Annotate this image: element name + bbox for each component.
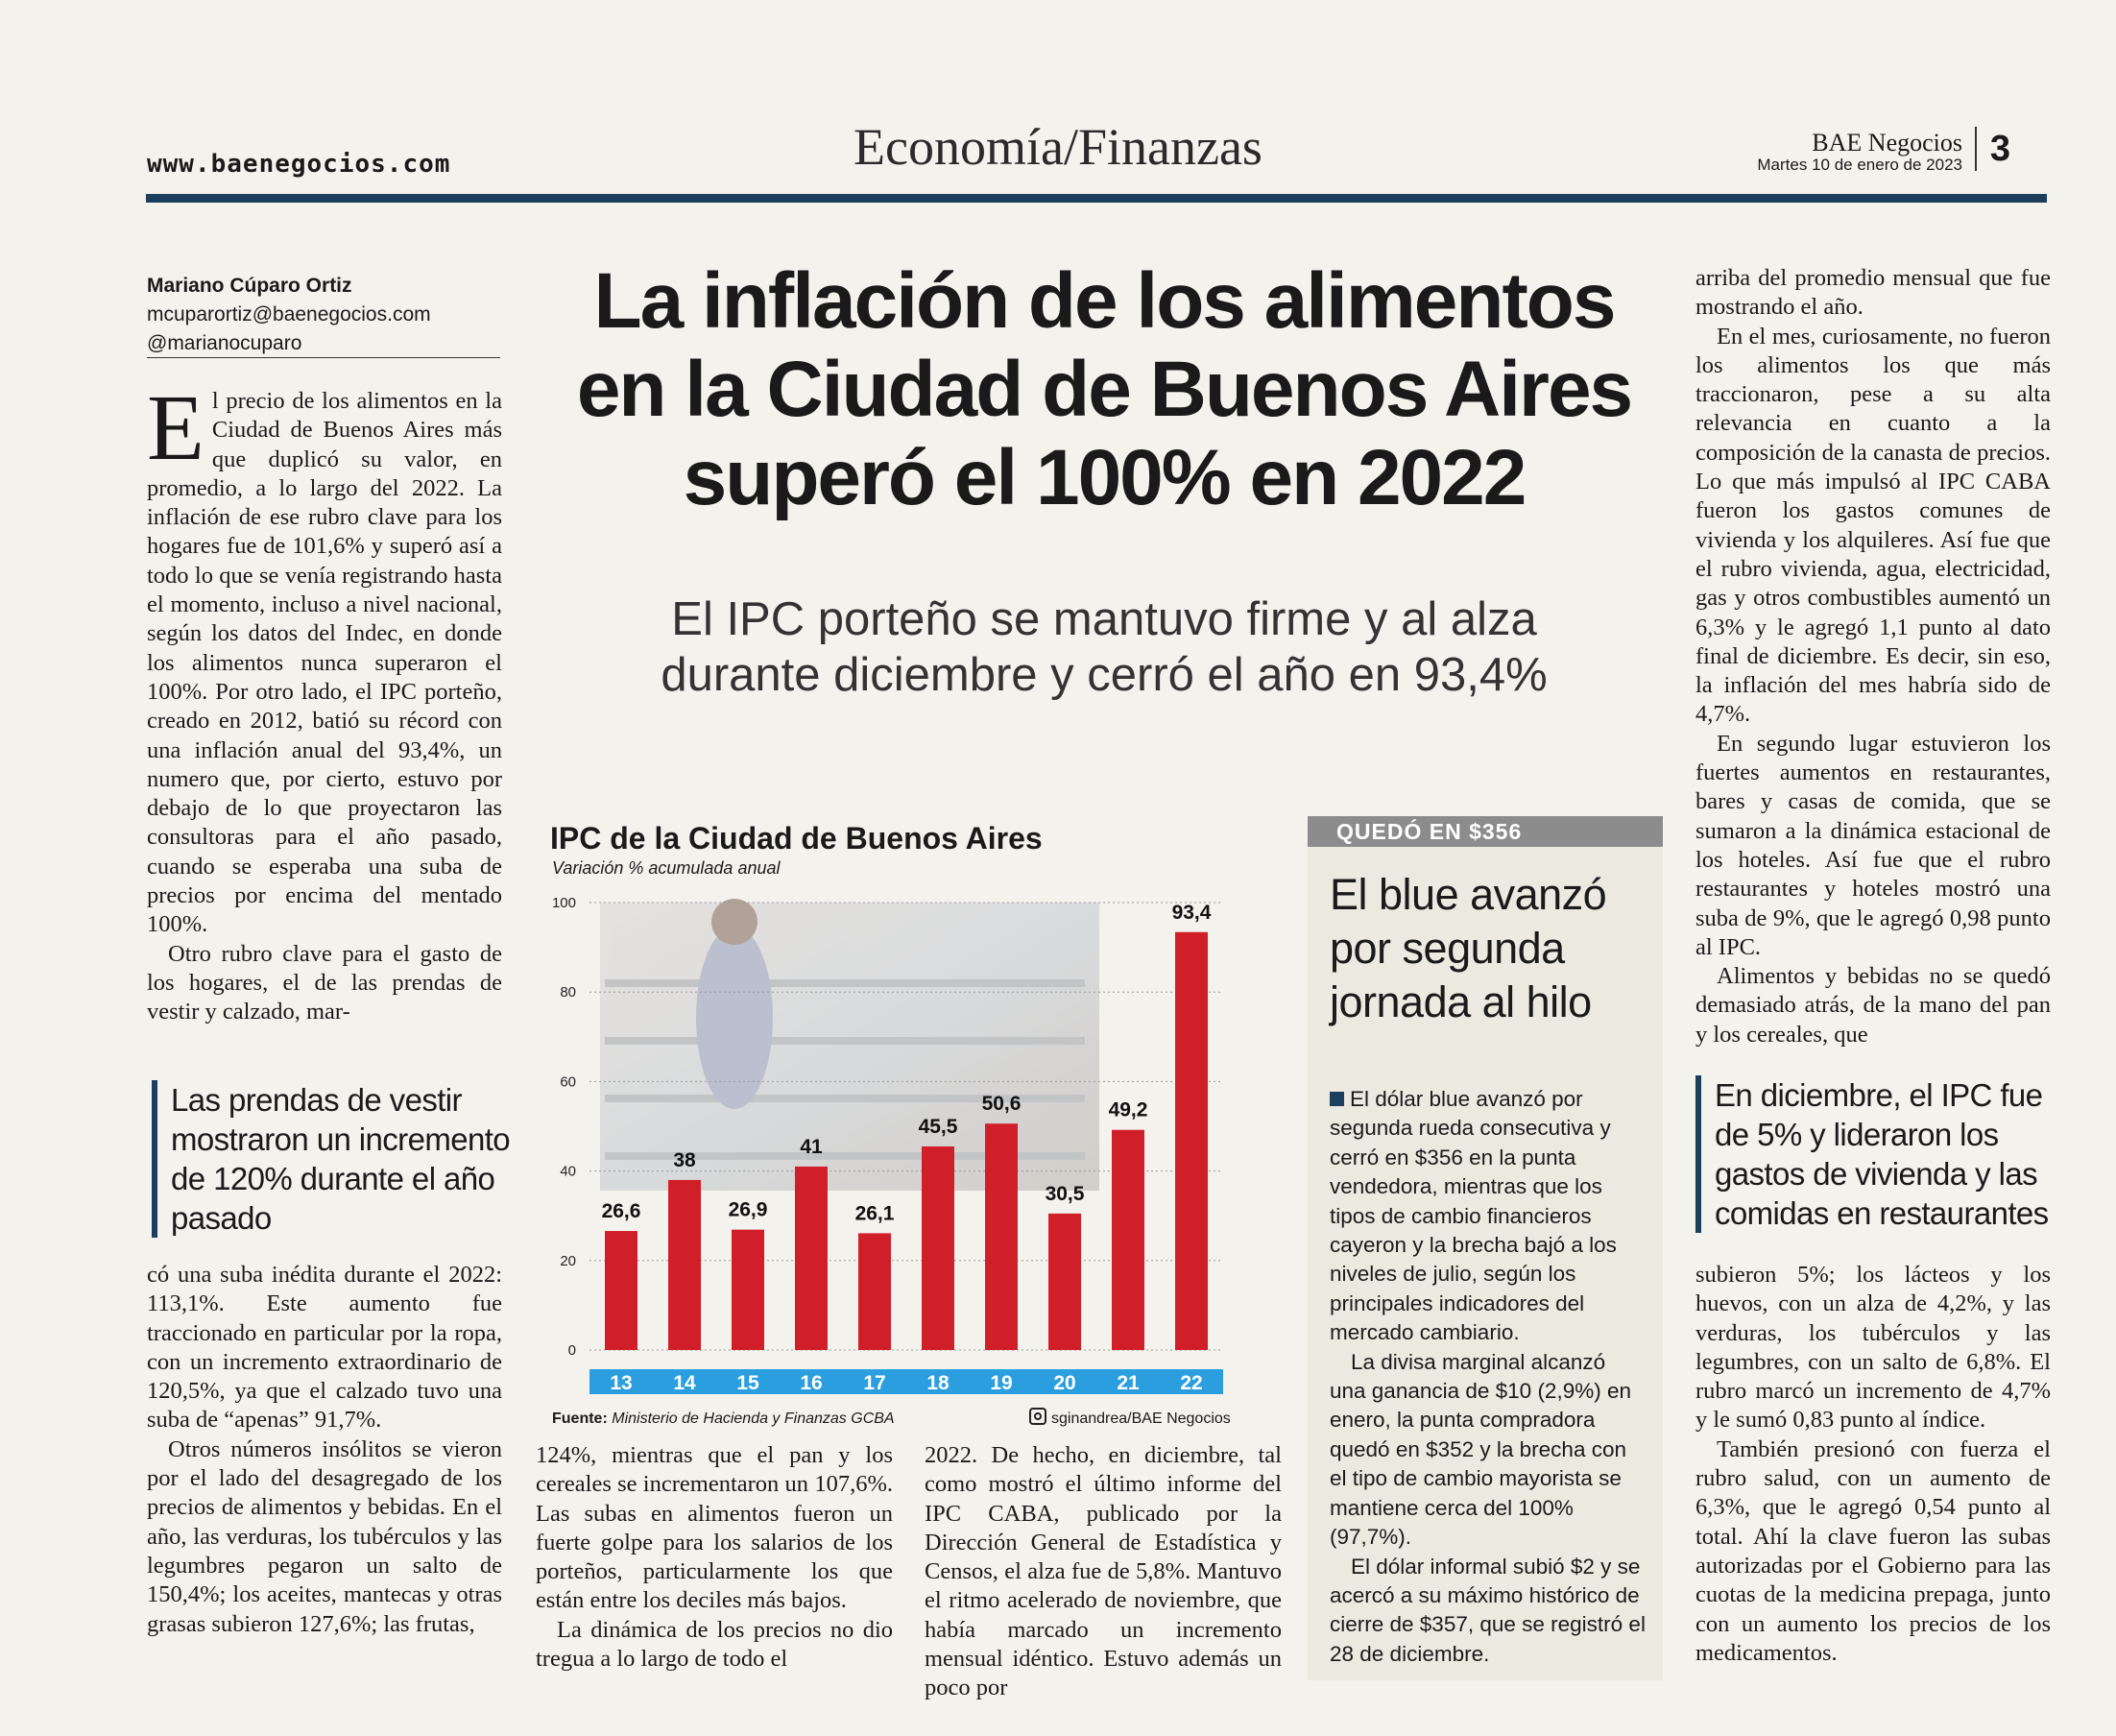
photo-credit [1029,1408,1231,1428]
bar [922,1146,954,1350]
subhead-line: durante diciembre y cerró el año en 93,4% [661,649,1548,701]
y-tick-label: 100 [551,895,576,911]
sidebar-paragraph: El dólar informal subió $2 y se acercó a su máximo histórico de cierre de $357, que se registró el 28 de diciembre. [1330,1554,1646,1666]
bar-value-label: 26,9 [728,1198,768,1221]
y-tick-label: 80 [560,984,576,1001]
chart-source [552,1410,895,1428]
right-column-bottom [1695,1261,2051,1668]
background-photo [600,899,1099,1191]
byline [147,272,500,358]
paragraph: l precio de los alimentos en la Ciudad de Buenos Aires más que duplicó su valor, en promedio, a lo largo del 2022. La inflación de ese rubro clave para los hogares fue de 101,6% y superó así a todo lo que se venía registrando hasta el momento, incluso a nivel nacional, según los datos del Indec, en donde los alimentos nunca superaron el 100%. Por otro lado, el IPC porteño, creado en 2012, batió su récord con una inflación anual del 93,4%, un numero que, por cierto, estuvo por debajo de lo que proyectaron las consultoras para el año pasado, cuando se esperaba una suba de precios por encima del mentado 100%. [147,388,502,938]
bar-value-label: 93,4 [1171,901,1212,924]
bar-value-label: 38 [673,1148,696,1171]
bar-value-label: 50,6 [981,1093,1022,1116]
x-tick-label: 19 [990,1372,1013,1394]
ipc-bar-chart [547,874,1277,1402]
middle-column-2 [925,1441,1282,1703]
x-tick-label: 16 [800,1372,823,1394]
bar [732,1230,764,1350]
source-label: Fuente: [552,1410,608,1427]
middle-column-1 [536,1441,893,1674]
paragraph: Alimentos y bebidas no se quedó demasiado atrás, de la mano del pan y los cereales, que [1695,963,2051,1048]
bar [1112,1130,1144,1350]
bar-value-label: 30,5 [1045,1182,1085,1205]
sidebar-paragraph [1330,1085,1647,1348]
bar-value-label: 45,5 [918,1115,958,1138]
paragraph: có una suba inédita durante el 2022: 113,1%. Este aumento fue traccionado en particular por la ropa, con un incremento extraordinario de 120,5%, ya que el calzado tuvo una suba de “apenas” 91,7%. [147,1262,502,1434]
bar [668,1180,701,1350]
bar [985,1123,1018,1350]
bar [1175,932,1208,1350]
paragraph: Otro rubro clave para el gasto de los hogares, el de las prendas de vestir y calzado, mar- [147,940,502,1025]
left-column-top [147,376,502,1027]
right-column-top [1695,264,2051,1049]
site-url[interactable]: www.baenegocios.com [147,150,451,179]
paragraph: arriba del promedio mensual que fue mostrando el año. [1695,265,2051,321]
x-tick-label: 13 [610,1372,633,1394]
x-tick-label: 15 [736,1372,759,1394]
source-text: Ministerio de Hacienda y Finanzas GCBA [612,1410,895,1427]
x-tick-label: 21 [1117,1372,1140,1394]
paragraph: subieron 5%; los lácteos y los huevos, con un alza de 4,2%, y las verduras, los tubérculos y las legumbres, con un salto de 6,8%. El rubro marcó un incremento de 4,7% y le sumó 0,83 punto al índice. [1695,1262,2051,1434]
y-tick-label: 20 [560,1252,576,1269]
bar [858,1233,891,1350]
pullquote-right: En diciembre, el IPC fue de 5% y lideraron los gastos de vivienda y las comidas en restaurantes [1695,1075,2080,1233]
bar [605,1231,637,1350]
issue-date: Martes 10 de enero de 2023 [1757,156,1962,174]
header-rule [146,194,2047,203]
paragraph: 124%, mientras que el pan y los cereales se incrementaron un 107,6%. Las subas en alimentos fueron un fuerte golpe para los salarios de los porteños, particularmente los que están entre los deciles más bajos. [536,1442,893,1614]
pullquote-left: Las prendas de vestir mostraron un incremento de 120% durante el año pasado [152,1080,526,1238]
x-tick-label: 18 [926,1372,950,1394]
headline-line: en la Ciudad de Buenos Aires [576,346,1632,433]
author-name: Mariano Cúparo Ortiz [147,275,352,297]
paragraph: La dinámica de los precios no dio tregua a lo largo de todo el [536,1616,893,1673]
author-handle[interactable]: @marianocuparo [147,332,302,354]
x-tick-label: 14 [673,1372,696,1394]
square-bullet-icon [1330,1092,1344,1106]
paragraph: Otros números insólitos se vieron por el lado del desagregado de los precios de alimentos y bebidas. En el año, las verduras, los tubérculos y las legumbres pegaron un salto de 150,4%; los aceites, mantecas y otras grasas subieron 127,6%; las frutas, [147,1435,502,1637]
bar-value-label: 41 [800,1135,823,1158]
byline-rule [147,357,500,358]
chart-subtitle: Variación % acumulada anual [552,858,781,878]
sidebar-title: El blue avanzó por segunda jornada al hilo [1330,870,1607,1026]
section-title: Economía/Finanzas [854,118,1262,176]
y-tick-label: 40 [560,1163,576,1180]
bar-value-label: 26,1 [854,1202,895,1225]
brand-name: BAE Negocios [1812,129,1962,157]
headline [533,257,1675,522]
instagram-icon [1029,1408,1046,1425]
author-email[interactable]: mcuparortiz@baenegocios.com [147,303,431,326]
y-tick-label: 60 [560,1073,576,1091]
subheadline [557,591,1651,703]
y-tick-label: 0 [567,1342,576,1359]
headline-line: La inflación de los alimentos [593,257,1615,345]
x-tick-label: 20 [1053,1372,1076,1394]
paragraph: También presionó con fuerza el rubro salud, con un aumento de 6,3%, que le agregó 0,54 punto al total. Ahí la clave fueron las subas autorizadas por el Gobierno para las cuotas de la medicina prepaga, junto con un aumento los precios de los medicamentos. [1695,1435,2051,1666]
bar [1048,1214,1081,1350]
dropcap: E [147,376,204,480]
sidebar-paragraph: La divisa marginal alcanzó una ganancia de $10 (2,9%) en enero, la punta compradora quedó en $352 y la brecha con el tipo de cambio mayorista se mantiene cerca del 100% (97,7%). [1330,1349,1631,1550]
bar-value-label: 49,2 [1108,1098,1148,1121]
paragraph: En el mes, curiosamente, no fueron los alimentos los que más traccionaron, pese a su alta relevancia en cuanto a la composición de la canasta de precios. Lo que más impulsó al IPC CABA fueron los gastos comunes de vivienda y los alquileres. Así fue que el rubro vivienda, agua, electricidad, gas y otros combustibles aumentó un 6,3% y le agregó 1,1 punto al dato final de diciembre. Es decir, sin eso, la inflación del mes habría sido de 4,7%. [1695,323,2051,728]
paragraph: En segundo lugar estuvieron los fuertes aumentos en restaurantes, bares y casas de comida, que se sumaron a la dinámica estacional de los hoteles. Así fue que el rubro restaurantes y hoteles mostró una suba de 9%, que le agregó 0,98 punto al IPC. [1695,730,2051,960]
subhead-line: El IPC porteño se mantuvo firme y al alza [671,593,1537,645]
sidebar-text: El dólar blue avanzó por segunda rueda consecutiva y cerró en $356 en la punta vendedora, mientras que los tipos de cambio financieros cayeron y la brecha bajó a los niveles de julio, según los principales indicadores del mercado cambiario. [1330,1087,1617,1345]
headline-line: superó el 100% en 2022 [683,434,1526,521]
left-column-bottom [147,1261,502,1639]
bar [795,1167,828,1350]
photo-credit-text: sginandrea/BAE Negocios [1051,1410,1231,1427]
page-number: 3 [1975,127,2010,171]
paragraph: 2022. De hecho, en diciembre, tal como mostró el último informe del IPC CABA, publicado por la Dirección General de Estadística y Censos, el alza fue de 5,8%. Mantuvo el ritmo acelerado de noviembre, que había marcado un incremento mensual idéntico. Estuvo además un poco por [925,1442,1282,1701]
x-tick-label: 22 [1180,1372,1203,1394]
sidebar-kicker: QUEDÓ EN $356 [1308,816,1663,847]
chart-title: IPC de la Ciudad de Buenos Aires [550,821,1043,856]
bar-value-label: 26,6 [601,1200,641,1223]
x-tick-label: 17 [863,1372,886,1394]
sidebar-body [1330,1085,1647,1669]
